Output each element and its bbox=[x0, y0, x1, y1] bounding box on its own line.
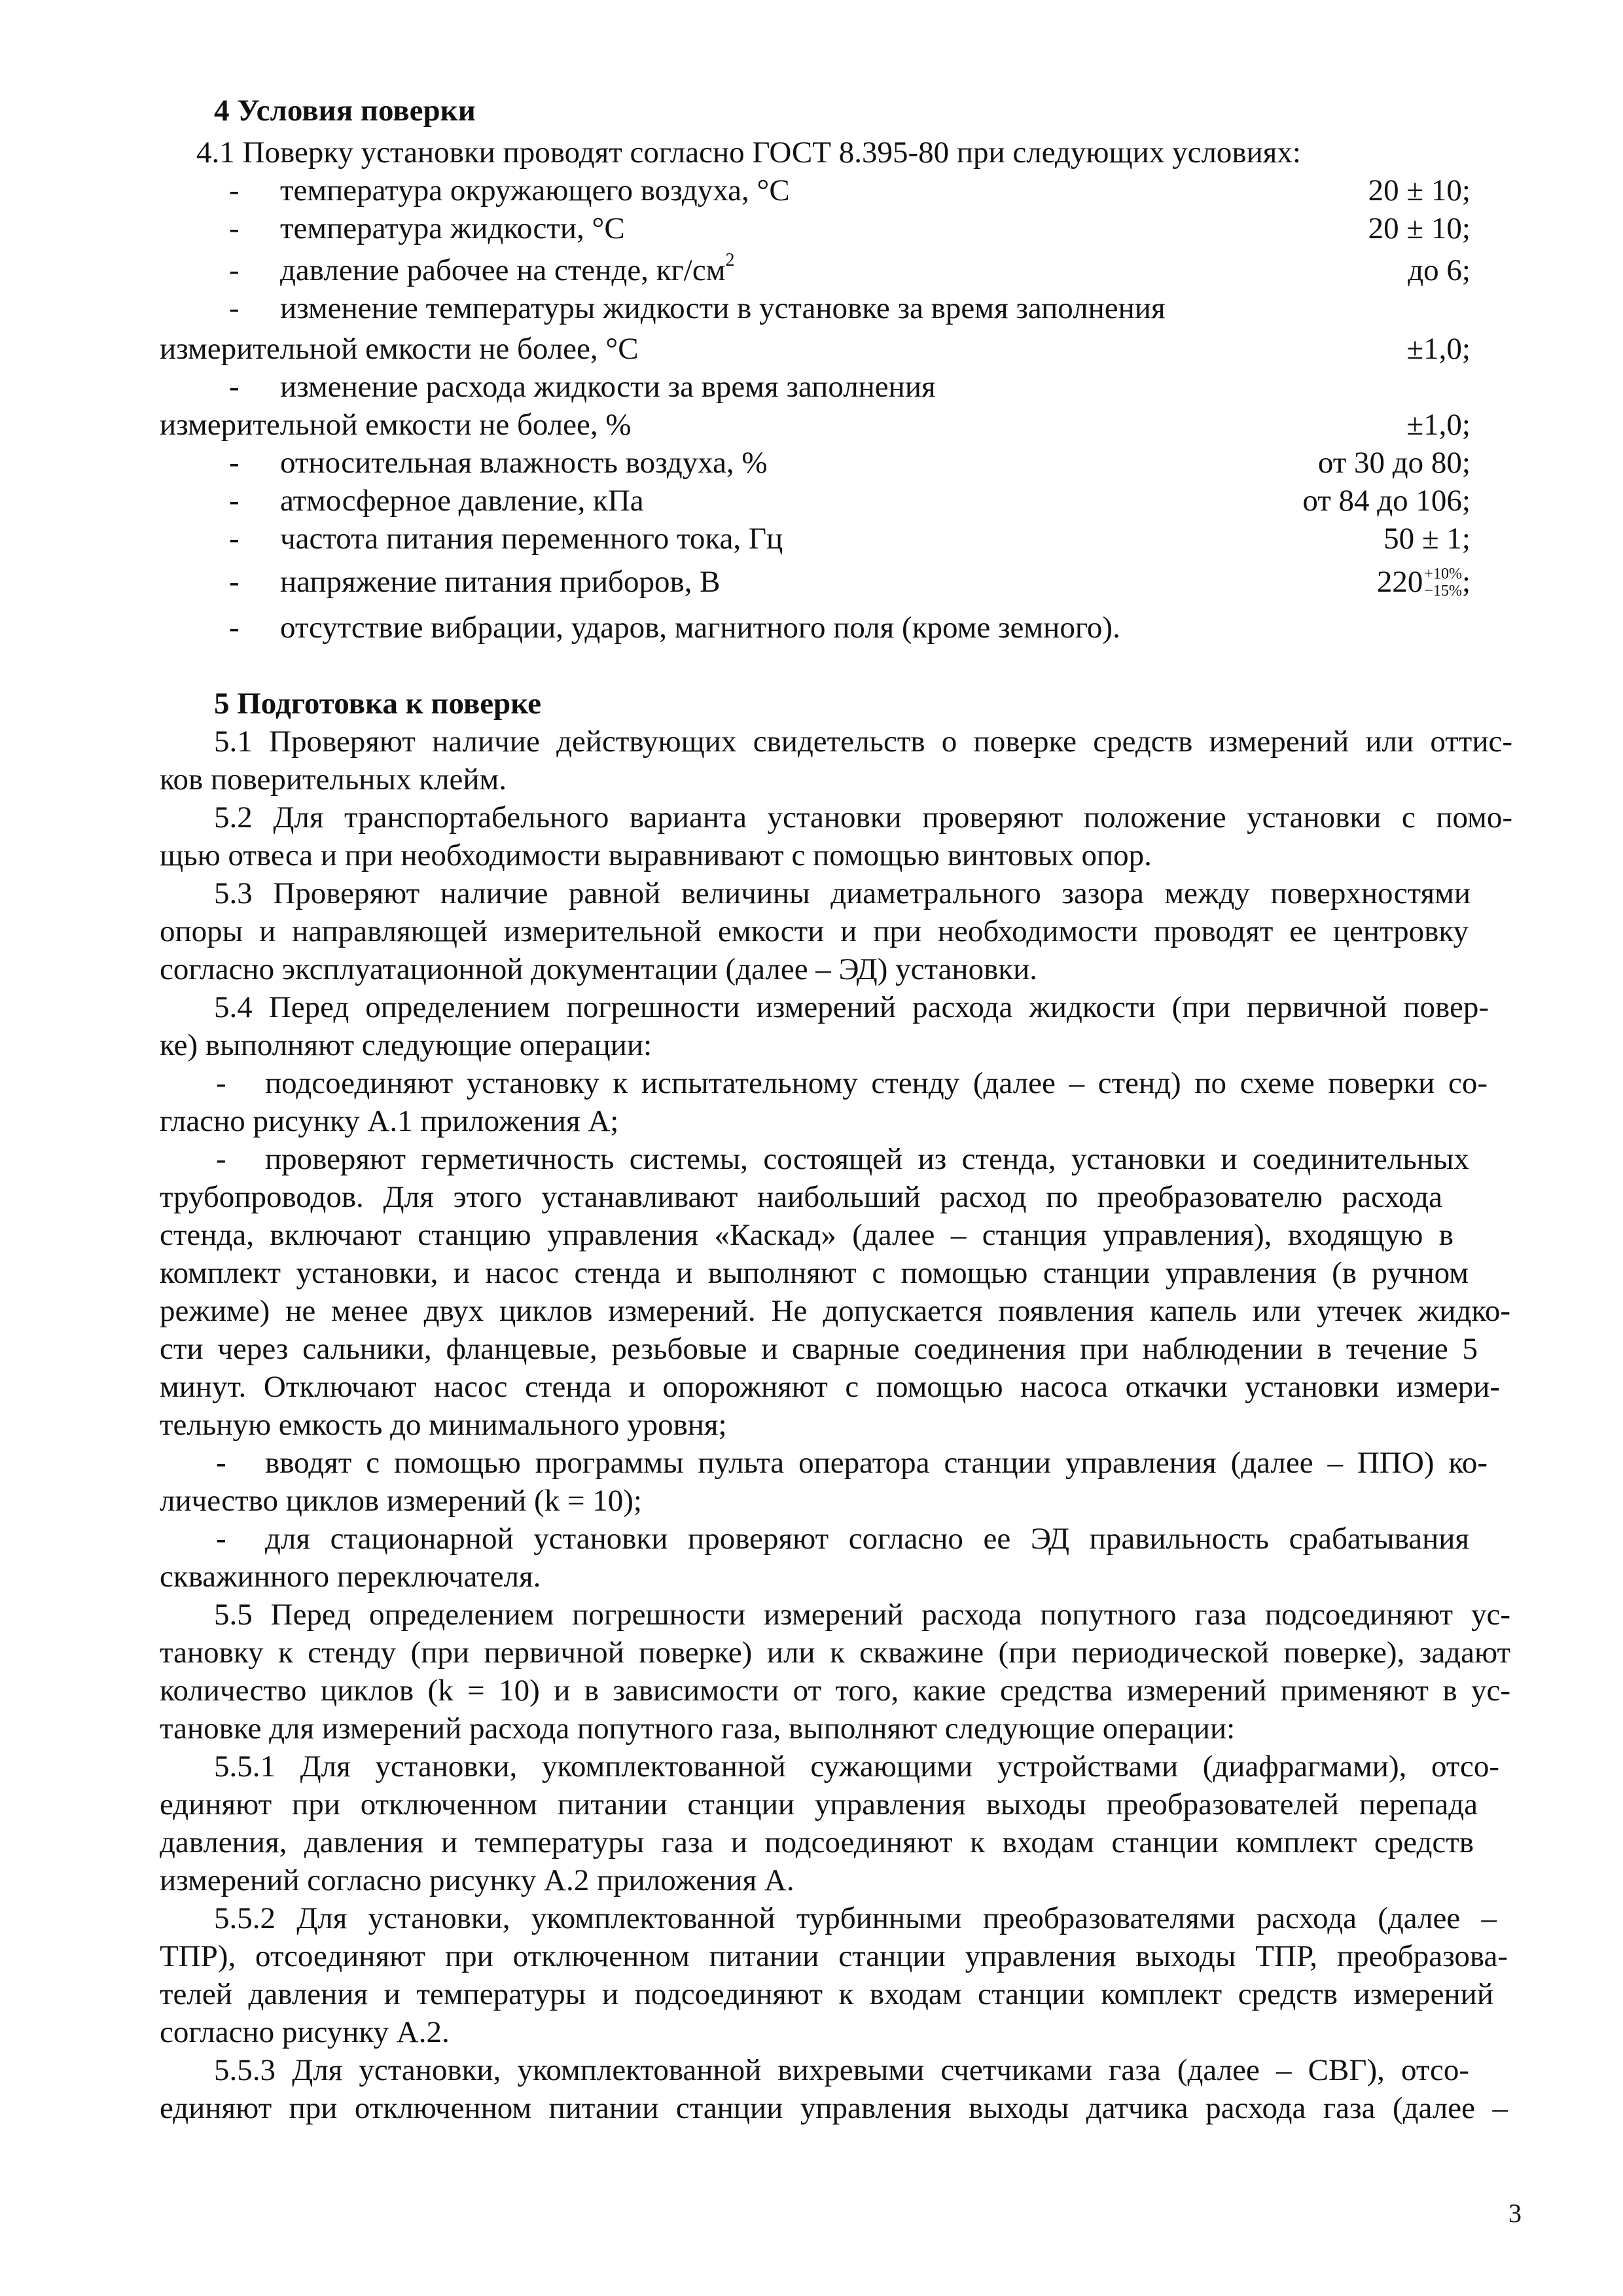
bullet-line: скважинного переключателя. bbox=[160, 1560, 541, 1594]
bullet-line: минут. Отключают насос стенда и опорожняют с помощью насоса откачки установки измери- bbox=[160, 1370, 1500, 1404]
list-dash: - bbox=[229, 291, 240, 325]
para-5-5-line: количество циклов (k = 10) и в зависимости от того, какие средства измерений применяют в ус- bbox=[160, 1674, 1510, 1708]
page-number: 3 bbox=[1508, 2198, 1522, 2228]
section-4-heading: 4 Условия поверки bbox=[214, 94, 476, 128]
para-5-2-line: 5.2 Для транспортабельного варианта установки проверяют положение установки с помо- bbox=[214, 800, 1512, 834]
para-5-5-line: тановку к стенду (при первичной поверке) или к скважине (при периодической поверке), задают bbox=[160, 1636, 1510, 1670]
list-dash: - bbox=[229, 446, 240, 480]
bullet-line: тельную емкость до минимального уровня; bbox=[160, 1408, 727, 1442]
list-dash: - bbox=[229, 484, 240, 518]
para-5-2-line: щью отвеса и при необходимости выравнивают с помощью винтовых опор. bbox=[160, 838, 1152, 872]
para-5-5-3-line: 5.5.3 Для установки, укомплектованной вихревыми счетчиками газа (далее – СВГ), отсо- bbox=[214, 2053, 1469, 2087]
condition-label: относительная влажность воздуха, % bbox=[280, 446, 768, 480]
list-dash: - bbox=[216, 1522, 226, 1556]
condition-value: ±1,0; bbox=[1406, 408, 1471, 442]
list-dash: - bbox=[229, 173, 240, 207]
bullet-line: для стационарной установки проверяют согласно ее ЭД правильность срабатывания bbox=[265, 1522, 1469, 1556]
condition-label: температура окружающего воздуха, °С bbox=[280, 173, 790, 207]
condition-value: 20 ± 10; bbox=[1368, 211, 1471, 245]
bullet-line: комплект установки, и насос стенда и выполняют с помощью станции управления (в ручном bbox=[160, 1256, 1469, 1290]
para-5-5-line: тановке для измерений расхода попутного газа, выполняют следующие операции: bbox=[160, 1712, 1236, 1746]
condition-value: от 30 до 80; bbox=[1317, 446, 1471, 480]
para-5-3-line: опоры и направляющей измерительной емкости и при необходимости проводят ее центровку bbox=[160, 914, 1469, 948]
para-5-5-1-line: измерений согласно рисунку А.2 приложения А. bbox=[160, 1863, 794, 1897]
condition-value: 220+10% −15%; bbox=[1376, 565, 1471, 600]
list-dash: - bbox=[229, 211, 240, 245]
unit-superscript: 2 bbox=[725, 250, 735, 270]
condition-label: изменение расхода жидкости за время заполнения bbox=[280, 370, 936, 404]
para-5-5-1-line: давления, давления и температуры газа и подсоединяют к входам станции комплект средств bbox=[160, 1825, 1474, 1859]
condition-value: 50 ± 1; bbox=[1383, 522, 1471, 556]
bullet-line: вводят с помощью программы пульта оператора станции управления (далее – ППО) ко- bbox=[265, 1446, 1488, 1480]
condition-label: изменение температуры жидкости в установке за время заполнения bbox=[280, 291, 1166, 325]
para-5-4-line: ке) выполняют следующие операции: bbox=[160, 1028, 652, 1062]
list-dash: - bbox=[216, 1446, 226, 1480]
bullet-line: личество циклов измерений (k = 10); bbox=[160, 1484, 642, 1518]
section-5-heading: 5 Подготовка к поверке bbox=[214, 687, 541, 721]
list-dash: - bbox=[229, 611, 240, 645]
list-dash: - bbox=[216, 1066, 226, 1100]
condition-label: давление рабочее на стенде, $кг/см^2$ bbox=[280, 250, 735, 287]
condition-label: напряжение питания приборов, В bbox=[280, 565, 721, 599]
condition-label: атмосферное давление, кПа bbox=[280, 484, 644, 518]
para-5-5-1-line: единяют при отключенном питании станции управления выходы преобразователей перепада bbox=[160, 1787, 1478, 1821]
bullet-line: подсоединяют установку к испытательному стенду (далее – стенд) по схеме поверки со- bbox=[265, 1066, 1488, 1100]
condition-value: от 84 до 106; bbox=[1302, 484, 1471, 518]
para-5-5-3-line: единяют при отключенном питании станции управления выходы датчика расхода газа (далее – bbox=[160, 2091, 1508, 2125]
condition-value: ±1,0; bbox=[1406, 332, 1471, 366]
para-5-1-line: 5.1 Проверяют наличие действующих свидетельств о поверке средств измерений или оттис- bbox=[214, 725, 1512, 759]
para-5-3-line: согласно эксплуатационной документации (далее – ЭД) установки. bbox=[160, 952, 1038, 986]
section-4-intro: 4.1 Поверку установки проводят согласно ГОСТ 8.395-80 при следующих условиях: bbox=[196, 135, 1301, 170]
tolerance-stack: +10% −15% bbox=[1424, 565, 1462, 600]
para-5-5-line: 5.5 Перед определением погрешности измерений расхода попутного газа подсоединяют ус- bbox=[214, 1598, 1510, 1632]
condition-label: отсутствие вибрации, ударов, магнитного поля (кроме земного). bbox=[280, 611, 1120, 645]
condition-label: частота питания переменного тока, Гц bbox=[280, 522, 783, 556]
para-5-5-2-line: телей давления и температуры и подсоединяют к входам станции комплект средств измерений bbox=[160, 1977, 1493, 2011]
bullet-line: гласно рисунку А.1 приложения А; bbox=[160, 1104, 619, 1138]
para-5-5-2-line: 5.5.2 Для установки, укомплектованной турбинными преобразователями расхода (далее – bbox=[214, 1901, 1497, 1935]
condition-value: до 6; bbox=[1408, 253, 1471, 287]
bullet-line: трубопроводов. Для этого устанавливают наибольший расход по преобразователю расхода bbox=[160, 1180, 1442, 1214]
list-dash: - bbox=[229, 522, 240, 556]
condition-label: температура жидкости, °С bbox=[280, 211, 625, 245]
condition-value: 20 ± 10; bbox=[1368, 173, 1471, 207]
list-dash: - bbox=[229, 370, 240, 404]
para-5-5-1-line: 5.5.1 Для установки, укомплектованной сужающими устройствами (диафрагмами), отсо- bbox=[214, 1749, 1499, 1784]
list-dash: - bbox=[216, 1142, 226, 1176]
para-5-3-line: 5.3 Проверяют наличие равной величины диаметрального зазора между поверхностями bbox=[214, 876, 1471, 910]
bullet-line: стенда, включают станцию управления «Каскад» (далее – станция управления), входящую в bbox=[160, 1218, 1454, 1252]
condition-label-cont: измерительной емкости не более, % bbox=[160, 408, 632, 442]
para-5-1-line: ков поверительных клейм. bbox=[160, 762, 507, 797]
para-5-5-2-line: согласно рисунку А.2. bbox=[160, 2015, 450, 2049]
para-5-5-2-line: ТПР), отсоединяют при отключенном питании станции управления выходы ТПР, преобразова- bbox=[160, 1939, 1508, 1973]
bullet-line: режиме) не менее двух циклов измерений. Не допускается появления капель или утечек жидко- bbox=[160, 1294, 1510, 1328]
bullet-line: сти через сальники, фланцевые, резьбовые и сварные соединения при наблюдении в течение 5 bbox=[160, 1332, 1478, 1366]
bullet-line: проверяют герметичность системы, состоящей из стенда, установки и соединительных bbox=[265, 1142, 1469, 1176]
condition-label-cont: измерительной емкости не более, °С bbox=[160, 332, 639, 366]
para-5-4-line: 5.4 Перед определением погрешности измерений расхода жидкости (при первичной повер- bbox=[214, 990, 1489, 1024]
list-dash: - bbox=[229, 253, 240, 287]
list-dash: - bbox=[229, 565, 240, 599]
